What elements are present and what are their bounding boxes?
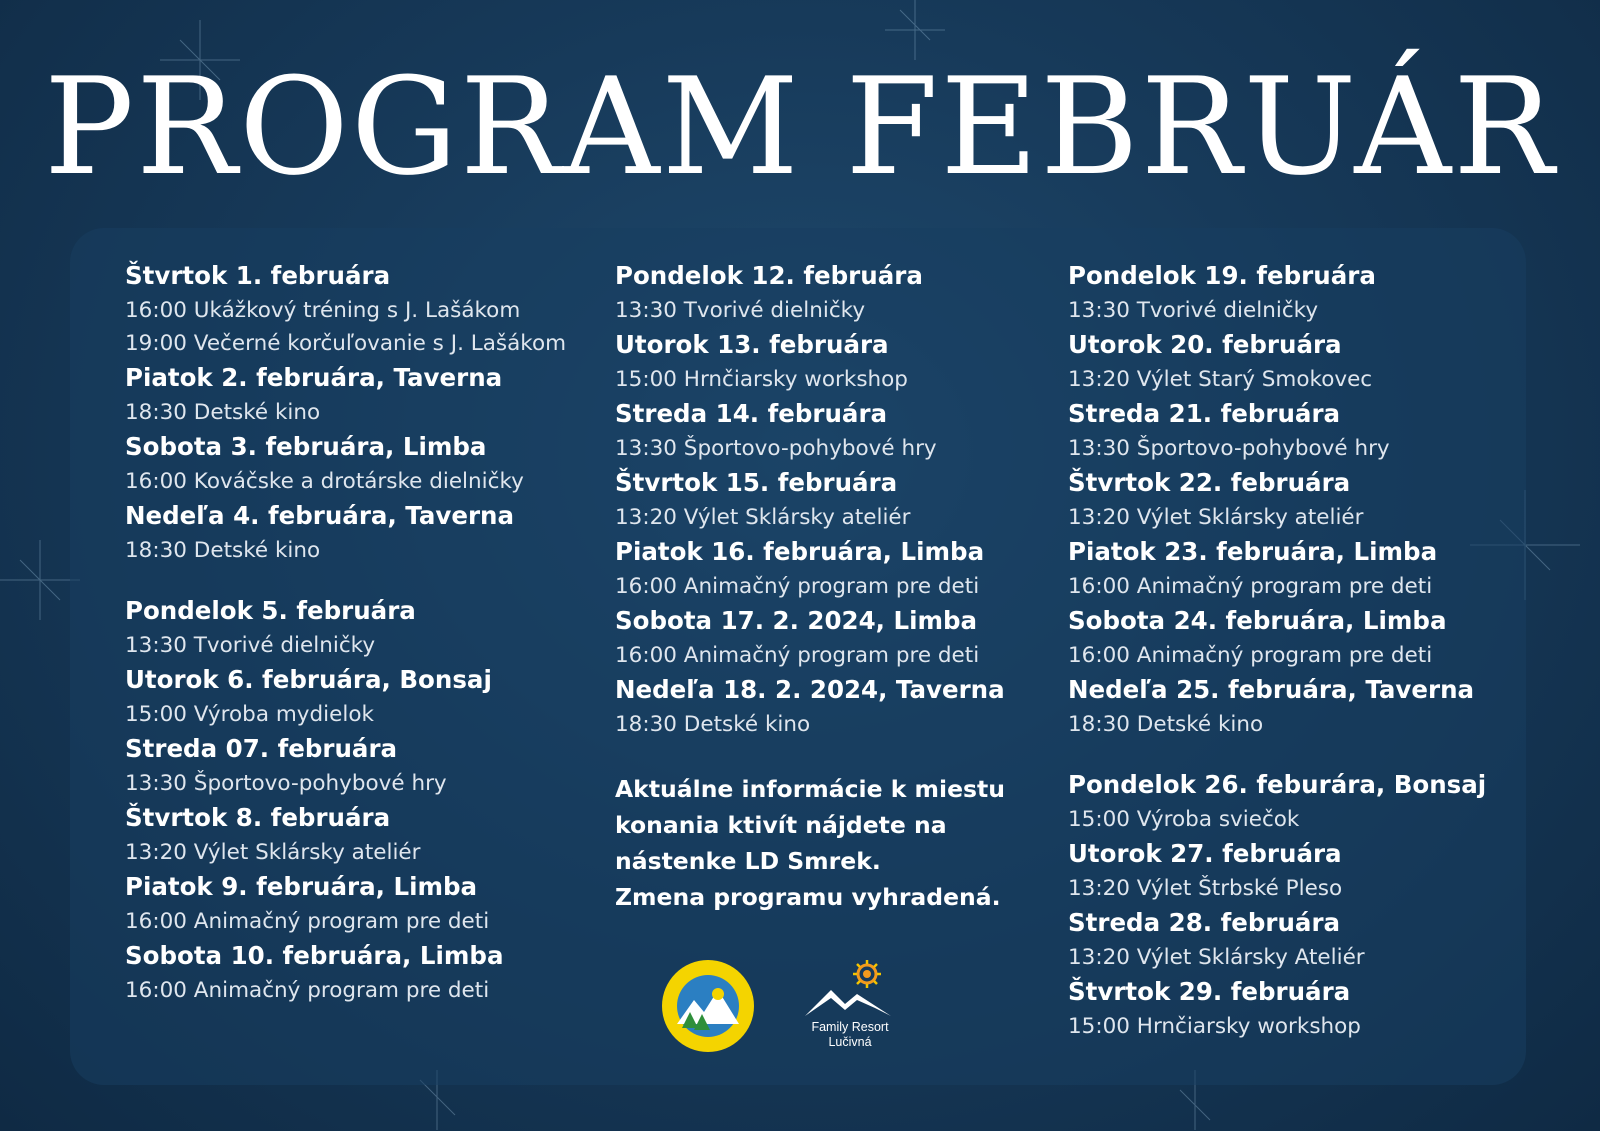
- day-entry: [1068, 534, 1518, 603]
- day-heading: Nedeľa 25. februára, Taverna: [1068, 675, 1475, 704]
- day-entry: [615, 258, 1045, 327]
- day-heading: Štvrtok 8. februára: [125, 803, 391, 832]
- day-entry: [615, 672, 1045, 741]
- event-line: 13:20 Výlet Sklársky Ateliér: [1068, 945, 1365, 970]
- day-heading: Piatok 23. februára, Limba: [1068, 537, 1438, 566]
- day-entry: [125, 869, 595, 938]
- day-heading: Nedeľa 18. 2. 2024, Taverna: [615, 675, 1005, 704]
- day-heading: Štvrtok 1. februára: [125, 261, 391, 290]
- family-resort-line2: Lučivná: [828, 1035, 872, 1049]
- day-entry: [1068, 767, 1518, 836]
- day-heading: Pondelok 26. feburára, Bonsaj: [1068, 770, 1487, 799]
- note-spacer: [615, 741, 1045, 771]
- column-3: [1068, 258, 1518, 1043]
- event-line: 18:30 Detské kino: [125, 538, 321, 563]
- day-entry: [1068, 465, 1518, 534]
- event-line: 15:00 Hrnčiarsky workshop: [1068, 1014, 1361, 1039]
- day-heading: Nedeľa 4. februára, Taverna: [125, 501, 515, 530]
- day-entry: [125, 360, 595, 429]
- event-line: 13:20 Výlet Sklársky ateliér: [615, 505, 911, 530]
- week-spacer: [125, 567, 595, 593]
- note-line: nástenke LD Smrek.: [615, 847, 881, 875]
- info-note: [615, 771, 1015, 915]
- day-entry: [1068, 836, 1518, 905]
- event-line: 18:30 Detské kino: [615, 712, 811, 737]
- event-line: 16:00 Animačný program pre deti: [1068, 643, 1433, 668]
- event-line: 16:00 Kováčske a drotárske dielničky: [125, 469, 524, 494]
- event-line: 15:00 Výroba mydielok: [125, 702, 374, 727]
- day-entry: [615, 327, 1045, 396]
- event-line: 16:00 Ukážkový tréning s J. Lašákom: [125, 298, 521, 323]
- event-line: 15:00 Hrnčiarsky workshop: [615, 367, 908, 392]
- day-entry: [615, 465, 1045, 534]
- day-heading: Streda 14. februára: [615, 399, 888, 428]
- day-heading: Pondelok 12. februára: [615, 261, 923, 290]
- event-line: 13:30 Športovo-pohybové hry: [125, 771, 447, 796]
- day-heading: Utorok 27. februára: [1068, 839, 1342, 868]
- event-line: 13:30 Športovo-pohybové hry: [615, 436, 937, 461]
- family-resort-line1: Family Resort: [811, 1020, 889, 1034]
- day-entry: [125, 498, 595, 567]
- day-entry: [1068, 974, 1518, 1043]
- day-heading: Utorok 13. februára: [615, 330, 889, 359]
- day-heading: Štvrtok 22. februára: [1068, 468, 1351, 497]
- day-entry: [125, 731, 595, 800]
- event-line: 18:30 Detské kino: [1068, 712, 1264, 737]
- day-heading: Piatok 9. februára, Limba: [125, 872, 478, 901]
- event-line: 16:00 Animačný program pre deti: [125, 909, 490, 934]
- day-entry: [1068, 672, 1518, 741]
- day-heading: Utorok 6. februára, Bonsaj: [125, 665, 492, 694]
- day-heading: Pondelok 19. februára: [1068, 261, 1376, 290]
- day-entry: [1068, 905, 1518, 974]
- column-2: [615, 258, 1045, 915]
- day-entry: [125, 800, 595, 869]
- event-line: 15:00 Výroba sviečok: [1068, 807, 1300, 832]
- event-line: 13:30 Tvorivé dielničky: [125, 633, 376, 658]
- day-heading: Streda 28. februára: [1068, 908, 1341, 937]
- tatranske-kupele-logo: [660, 958, 756, 1054]
- day-heading: Sobota 17. 2. 2024, Limba: [615, 606, 978, 635]
- day-heading: Štvrtok 15. februára: [615, 468, 898, 497]
- event-line: 16:00 Animačný program pre deti: [1068, 574, 1433, 599]
- event-line: 19:00 Večerné korčuľovanie s J. Lašákom: [125, 331, 567, 356]
- day-heading: Piatok 16. februára, Limba: [615, 537, 985, 566]
- day-entry: [615, 396, 1045, 465]
- day-heading: Sobota 10. februára, Limba: [125, 941, 504, 970]
- day-entry: [1068, 327, 1518, 396]
- event-line: 13:20 Výlet Sklársky ateliér: [125, 840, 421, 865]
- day-entry: [125, 938, 595, 1007]
- day-entry: [1068, 258, 1518, 327]
- event-line: 13:30 Tvorivé dielničky: [615, 298, 866, 323]
- note-line: Zmena programu vyhradená.: [615, 883, 1001, 911]
- day-entry: [1068, 603, 1518, 672]
- week-spacer: [1068, 741, 1518, 767]
- event-line: 18:30 Detské kino: [125, 400, 321, 425]
- event-line: 16:00 Animačný program pre deti: [615, 643, 980, 668]
- day-entry: [125, 593, 595, 662]
- event-line: 16:00 Animačný program pre deti: [615, 574, 980, 599]
- event-line: 13:20 Výlet Starý Smokovec: [1068, 367, 1373, 392]
- event-line: 16:00 Animačný program pre deti: [125, 978, 490, 1003]
- page-title: PROGRAM FEBRUÁR: [43, 49, 1557, 205]
- event-line: 13:30 Športovo-pohybové hry: [1068, 436, 1390, 461]
- note-line: Aktuálne informácie k miestu: [615, 775, 1005, 803]
- day-entry: [615, 534, 1045, 603]
- day-heading: Sobota 24. februára, Limba: [1068, 606, 1447, 635]
- day-entry: [125, 662, 595, 731]
- day-entry: [125, 258, 595, 360]
- event-line: 13:20 Výlet Štrbské Pleso: [1068, 876, 1343, 901]
- day-heading: Štvrtok 29. februára: [1068, 977, 1351, 1006]
- event-line: 13:20 Výlet Sklársky ateliér: [1068, 505, 1364, 530]
- column-1: [125, 258, 595, 1007]
- note-line: konania ktivít nájdete na: [615, 811, 947, 839]
- event-line: 13:30 Tvorivé dielničky: [1068, 298, 1319, 323]
- day-heading: Pondelok 5. februára: [125, 596, 416, 625]
- day-entry: [125, 429, 595, 498]
- logos: [660, 958, 920, 1058]
- day-heading: Utorok 20. februára: [1068, 330, 1342, 359]
- day-heading: Streda 21. februára: [1068, 399, 1341, 428]
- day-heading: Sobota 3. februára, Limba: [125, 432, 487, 461]
- day-entry: [1068, 396, 1518, 465]
- family-resort-name: [795, 1020, 905, 1050]
- day-heading: Piatok 2. februára, Taverna: [125, 363, 503, 392]
- day-entry: [615, 603, 1045, 672]
- day-heading: Streda 07. februára: [125, 734, 398, 763]
